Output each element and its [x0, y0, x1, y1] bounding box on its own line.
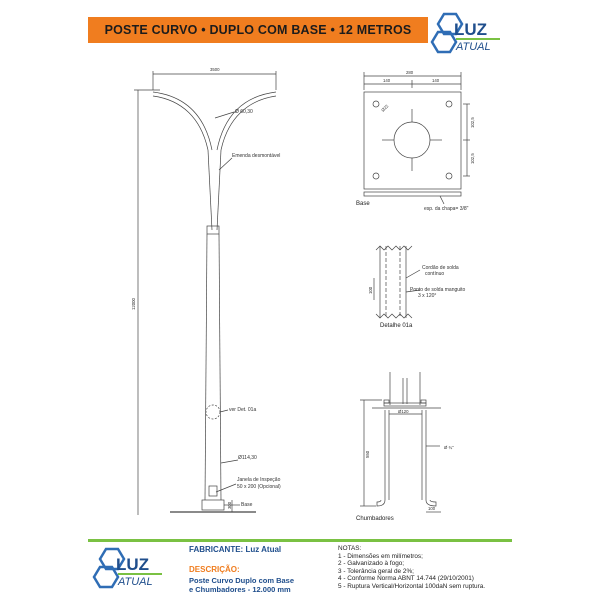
pole-inspection-size: 50 x 200 (Opcional): [237, 484, 281, 490]
notes-block: [338, 545, 513, 591]
page-title: POSTE CURVO • DUPLO COM BASE • 12 METROS: [104, 23, 412, 37]
pole-height: 12000: [131, 298, 136, 310]
note-item: 5 - Ruptura Vertical/Horizontal 100daN sem ruptura.: [338, 582, 486, 590]
pole-pipe-diameter: Ø 60,30: [235, 109, 253, 115]
manufacturer-line: [189, 545, 281, 554]
detail-caption: Detalhe 01a: [380, 323, 413, 329]
plate-caption: Base: [356, 201, 370, 207]
detail-left-dim: 100: [368, 286, 373, 294]
pole-base-height: 300: [227, 501, 232, 509]
plate-half-left: 140: [383, 78, 391, 83]
logo-word-atual: ATUAL: [456, 41, 491, 53]
detail-weld-line1: Cordão de solda: [422, 265, 459, 271]
footer-divider: [88, 539, 512, 542]
detail-plug-line2: 3 x 120°: [418, 293, 437, 299]
anchor-bolt-diameter: Ø ¾": [444, 445, 454, 450]
anchor-caption: Chumbadores: [356, 516, 394, 522]
pole-base-diameter: Ø114,30: [238, 455, 257, 461]
plate-right-top: 102,5: [470, 117, 475, 128]
description-value: [189, 576, 329, 594]
logo-word-luz: LUZ: [454, 20, 488, 39]
detail-weld-line2: contínuo: [425, 271, 445, 277]
plate-total-width: 280: [406, 70, 414, 75]
description-line-1: Poste Curvo Duplo com Base: [189, 576, 295, 585]
detail-plug-line1: Ponto de solda manguito: [410, 287, 466, 293]
description-line-2: e Chumbadores - 12.000 mm: [189, 585, 291, 594]
note-item: 3 - Tolerância geral de 2%;: [338, 567, 414, 575]
pole-splice-label: Emenda desmontável: [232, 153, 281, 159]
plate-right-bottom: 102,5: [470, 153, 475, 164]
description-label: DESCRIÇÃO:: [189, 565, 240, 574]
plate-thickness: esp. da chapa= 3/8": [424, 206, 469, 212]
manufacturer-value: Luz Atual: [245, 545, 282, 554]
anchor-ring-diameter: Ø120: [398, 409, 409, 414]
notes-title: NOTAS:: [338, 545, 362, 552]
anchor-foot: 100: [428, 506, 436, 511]
logo-word-luz: LUZ: [116, 555, 150, 574]
pole-base-label: Base: [241, 502, 253, 508]
anchor-height: 550: [365, 450, 370, 458]
logo-word-atual: ATUAL: [118, 576, 153, 588]
manufacturer-label: FABRICANTE:: [189, 545, 244, 554]
pole-detail-ref: ver Det. 01a: [229, 407, 257, 413]
note-item: 4 - Conforme Norma ABNT 14.744 (29/10/2001): [338, 575, 474, 583]
pole-inspection-label: Janela de Inspeção: [237, 477, 281, 483]
plate-hole-diameter: Ø22: [380, 103, 390, 113]
pole-top-width: 3500: [210, 67, 220, 72]
plate-half-right: 140: [432, 78, 440, 83]
brand-logo-footer: [92, 545, 182, 591]
note-item: 2 - Galvanizado à fogo;: [338, 560, 405, 568]
note-item: 1 - Dimensões em milímetros;: [338, 552, 423, 560]
